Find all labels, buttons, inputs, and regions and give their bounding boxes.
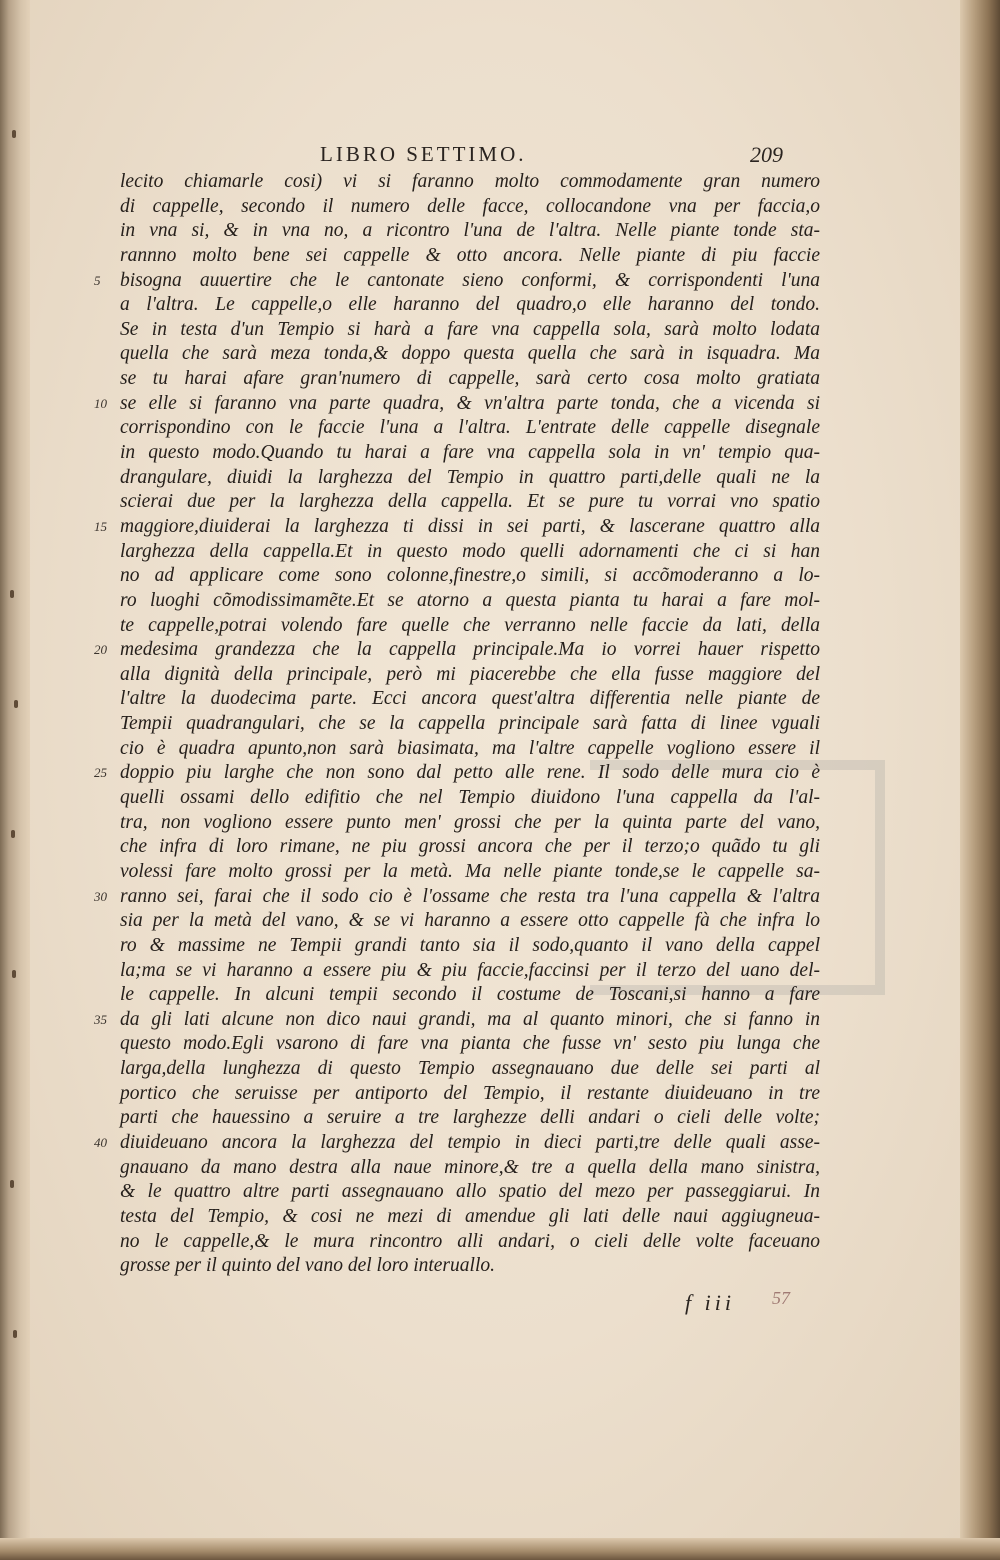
main-text-block xyxy=(94,170,820,1279)
text-line xyxy=(120,170,820,195)
text-line xyxy=(120,367,820,392)
line-text: ranno sei, farai che il sodo cio è l'ossame che resta tra l'una cappella & l'altra xyxy=(120,885,820,907)
margin-wormhole xyxy=(10,1180,14,1188)
text-line xyxy=(120,811,820,836)
text-line xyxy=(94,392,820,417)
line-text: corrispondino con le faccie l'una a l'altra. L'entrate delle cappelle disegnale xyxy=(120,417,820,439)
text-line xyxy=(94,885,820,910)
line-text: lecito chiamarle cosi) vi si faranno molto commodamente gran numero xyxy=(120,171,820,192)
text-line xyxy=(120,959,820,984)
text-line xyxy=(120,1032,820,1057)
line-number: 35 xyxy=(94,1011,107,1027)
line-text: se elle si faranno vna parte quadra, & vn'altra parte tonda, che a vicenda si xyxy=(120,392,820,414)
margin-wormhole xyxy=(11,830,15,838)
line-text: portico che seruisse per antiporto del Tempio, il restante diuideuano in tre xyxy=(120,1082,820,1104)
line-text: no le cappelle,& le mura rincontro alli andari, o cieli delle volte faceuano xyxy=(120,1230,820,1252)
text-line xyxy=(120,860,820,885)
text-line xyxy=(94,761,820,786)
line-text: & le quattro altre parti assegnauano allo spatio del mezo per passeggiarui. In xyxy=(120,1181,820,1203)
line-text: maggiore,diuiderai la larghezza ti dissi in sei parti, & lascerane quattro alla xyxy=(120,515,820,537)
line-text: te cappelle,potrai volendo fare quelle che verranno nelle faccie da lati, della xyxy=(120,614,820,636)
text-line xyxy=(120,540,820,565)
line-text: quella che sarà meza tonda,& doppo questa quella che sarà in isquadra. Ma xyxy=(120,343,820,365)
line-text: no ad applicare come sono colonne,finestre,o simili, si accõmoderanno a lo- xyxy=(120,565,820,587)
line-number: 25 xyxy=(94,765,107,781)
line-text: da gli lati alcune non dico naui grandi, ma al quanto minori, che si fanno in xyxy=(120,1008,820,1030)
line-text: che infra di loro rimane, ne piu grossi ancora che per il terzo;o quãdo tu gli xyxy=(120,836,820,858)
left-page-edge xyxy=(0,0,30,1560)
text-line xyxy=(120,1106,820,1131)
line-text: larga,della lunghezza di questo Tempio assegnauano due delle sei parti al xyxy=(120,1058,820,1080)
text-line xyxy=(120,1180,820,1205)
line-text: testa del Tempio, & cosi ne mezi di amendue gli lati delle naui aggiugneua- xyxy=(120,1205,820,1227)
line-number: 20 xyxy=(94,642,107,658)
text-line xyxy=(120,293,820,318)
text-line xyxy=(120,737,820,762)
text-line xyxy=(94,1131,820,1156)
text-line xyxy=(120,614,820,639)
line-text: gnauano da mano destra alla naue minore,& tre a quella della mano sinistra, xyxy=(120,1156,820,1178)
line-text: Se in testa d'un Tempio si harà a fare vna cappella sola, sarà molto lodata xyxy=(120,318,820,340)
text-line xyxy=(120,1156,820,1181)
text-line xyxy=(120,589,820,614)
line-text: in questo modo.Quando tu harai a fare vna cappella sola in vn' tempio qua- xyxy=(120,442,820,464)
line-text: bisogna auuertire che le cantonate sieno conformi, & corrispondenti l'una xyxy=(120,269,820,291)
line-text: quelli ossami dello edifitio che nel Tempio diuidono l'una cappella da l'al- xyxy=(120,787,820,809)
text-line xyxy=(120,1230,820,1255)
text-line xyxy=(120,909,820,934)
text-line xyxy=(94,515,820,540)
text-line xyxy=(120,663,820,688)
margin-wormhole xyxy=(12,970,16,978)
line-number: 15 xyxy=(94,518,107,534)
line-text: ro & massime ne Tempii grandi tanto sia il sodo,quanto il vano della cappel xyxy=(120,934,820,956)
text-line xyxy=(120,219,820,244)
margin-wormhole xyxy=(14,700,18,708)
line-text: rannno molto bene sei cappelle & otto ancora. Nelle piante di piu faccie xyxy=(120,244,820,266)
line-number: 30 xyxy=(94,888,107,904)
line-text: tra, non vogliono essere punto men' grossi che per la quinta parte del vano, xyxy=(120,811,820,833)
text-line xyxy=(94,1008,820,1033)
margin-wormhole xyxy=(12,130,16,138)
line-text: a l'altra. Le cappelle,o elle haranno del quadro,o elle haranno del tondo. xyxy=(120,294,820,316)
line-text: grosse per il quinto del vano del loro interuallo. xyxy=(120,1255,495,1277)
text-line xyxy=(120,466,820,491)
line-text: alla dignità della principale, però mi piacerebbe che ella fusse maggiore del xyxy=(120,663,820,685)
line-text: larghezza della cappella.Et in questo modo quelli adornamenti che ci si han xyxy=(120,540,820,562)
text-line xyxy=(120,318,820,343)
text-line xyxy=(120,564,820,589)
text-line xyxy=(120,687,820,712)
text-line xyxy=(120,416,820,441)
text-line xyxy=(120,1082,820,1107)
pencil-annotation: 57 xyxy=(772,1288,790,1308)
signature-mark: f iii xyxy=(685,1290,735,1315)
line-text: l'altre la duodecima parte. Ecci ancora quest'altra differentia nelle piante de xyxy=(120,688,820,710)
line-text: le cappelle. In alcuni tempii secondo il costume de Toscani,si hanno a fare xyxy=(120,984,820,1006)
text-line xyxy=(120,490,820,515)
margin-wormhole xyxy=(10,590,14,598)
text-line xyxy=(120,835,820,860)
text-line xyxy=(120,786,820,811)
line-number: 40 xyxy=(94,1134,107,1150)
text-line xyxy=(120,244,820,269)
line-text: Tempii quadrangulari, che se la cappella principale sarà fatta di linee vguali xyxy=(120,713,820,735)
book-page xyxy=(30,0,960,1540)
line-text: di cappelle, secondo il numero delle facce, collocandone vna per faccia,o xyxy=(120,195,820,217)
text-line xyxy=(120,195,820,220)
line-text: se tu harai afare gran'numero di cappelle, sarà certo cosa molto gratiata xyxy=(120,368,820,390)
line-text: drangulare, diuidi la larghezza del Tempio in quattro parti,delle quali ne la xyxy=(120,466,820,488)
line-text: cio è quadra apunto,non sarà biasimata, ma l'altre cappelle vogliono essere il xyxy=(120,737,820,759)
text-line xyxy=(120,934,820,959)
text-line xyxy=(120,441,820,466)
line-text: doppio piu larghe che non sono dal petto alle rene. Il sodo delle mura cio è xyxy=(120,762,820,784)
text-line xyxy=(120,712,820,737)
text-line xyxy=(120,1057,820,1082)
page-number: 209 xyxy=(750,142,783,167)
page-stack-edge xyxy=(960,0,1000,1560)
line-text: ro luoghi cõmodissimamẽte.Et se atorno a questa pianta tu harai a fare mol- xyxy=(120,589,820,611)
line-text: la;ma se vi haranno a essere piu & piu faccie,faccinsi per il terzo del uano del- xyxy=(120,959,820,981)
line-text: in vna si, & in vna no, a ricontro l'una de l'altra. Nelle piante tonde sta- xyxy=(120,220,820,242)
text-line xyxy=(94,638,820,663)
text-line xyxy=(120,1205,820,1230)
text-line xyxy=(94,269,820,294)
running-head xyxy=(30,142,960,172)
text-line xyxy=(120,983,820,1008)
text-line xyxy=(120,1254,820,1279)
line-text: medesima grandezza che la cappella principale.Ma io vorrei hauer rispetto xyxy=(120,639,820,661)
line-text: volessi fare molto grossi per la metà. Ma nelle piante tonde,se le cappelle sa- xyxy=(120,860,820,882)
running-head-title: LIBRO SETTIMO. xyxy=(320,142,527,166)
line-text: sia per la metà del vano, & se vi haranno a essere otto cappelle fà che infra lo xyxy=(120,910,820,932)
line-text: questo modo.Egli vsarono di fare vna pianta che fusse vn' sesto piu lunga che xyxy=(120,1033,820,1055)
line-number: 5 xyxy=(94,272,101,288)
line-number: 10 xyxy=(94,395,107,411)
page-bottom-edge xyxy=(0,1538,1000,1560)
line-text: parti che hauessino a seruire a tre larghezze delli andari o cieli delle volte; xyxy=(120,1107,820,1129)
line-text: diuideuano ancora la larghezza del tempio in dieci parti,tre delle quali asse- xyxy=(120,1131,820,1153)
margin-wormhole xyxy=(13,1330,17,1338)
line-text: scierai due per la larghezza della cappella. Et se pure tu vorrai vno spatio xyxy=(120,491,820,513)
text-line xyxy=(120,342,820,367)
